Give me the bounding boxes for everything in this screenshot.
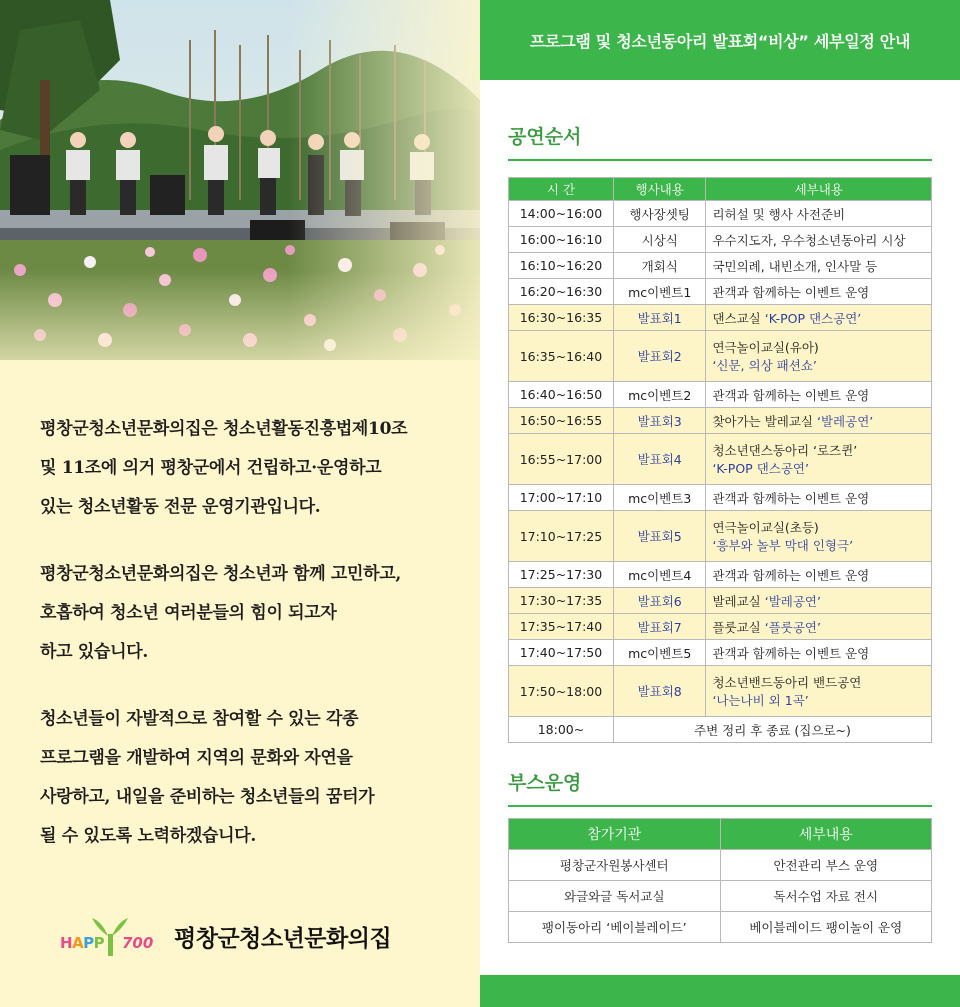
detail-cell <box>706 666 932 717</box>
event-cell: 발표회7 <box>613 614 706 640</box>
table-row <box>509 227 932 253</box>
booth-header-row <box>509 819 932 850</box>
time-cell: 17:10~17:25 <box>509 511 614 562</box>
booth-body <box>509 850 932 943</box>
detail-cell <box>706 279 932 305</box>
detail-quote: ‘발레공연’ <box>764 593 821 609</box>
event-cell: 발표회6 <box>613 588 706 614</box>
detail-text: 우수지도자, 우수청소년동아리 시상 <box>712 232 906 248</box>
schedule-divider <box>508 159 932 161</box>
schedule-body <box>509 201 932 743</box>
org-cell: 평창군자원봉사센터 <box>509 850 721 881</box>
time-cell: 17:40~17:50 <box>509 640 614 666</box>
detail-text: 리허설 및 행사 사전준비 <box>712 206 846 222</box>
concert-photo <box>0 0 480 360</box>
column-header-event: 행사내용 <box>613 178 706 201</box>
time-cell: 17:35~17:40 <box>509 614 614 640</box>
event-cell: mc이벤트3 <box>613 485 706 511</box>
intro-text <box>40 410 460 884</box>
detail-text: 관객과 함께하는 이벤트 운영 <box>712 645 870 661</box>
intro-paragraph-3: 청소년들이 자발적으로 참여할 수 있는 각종 프로그램을 개발하여 지역의 문화와 자연을 사랑하고, 내일을 준비하는 청소년들의 꿈터가 될 수 있도록 노력하겠습니다. <box>40 709 375 846</box>
time-cell: 16:50~16:55 <box>509 408 614 434</box>
detail-cell <box>706 408 932 434</box>
happy700-logo-icon <box>58 912 158 960</box>
table-row <box>509 382 932 408</box>
detail-cell <box>706 253 932 279</box>
logo-700-text: 700 <box>122 934 154 952</box>
table-row <box>509 253 932 279</box>
time-cell: 16:30~16:35 <box>509 305 614 331</box>
detail-cell <box>706 382 932 408</box>
table-row <box>509 201 932 227</box>
event-cell: 행사장셋팅 <box>613 201 706 227</box>
table-row <box>509 881 932 912</box>
detail-cell <box>706 562 932 588</box>
detail-text: 국민의례, 내빈소개, 인사말 등 <box>712 258 878 274</box>
detail-text: 청소년밴드동아리 밴드공연 <box>712 675 862 690</box>
detail-text: 관객과 함께하는 이벤트 운영 <box>712 284 870 300</box>
detail-text: 플룻교실 <box>712 619 765 635</box>
intro-paragraph-1: 평창군청소년문화의집은 청소년활동진흥법제10조 및 11조에 의거 평창군에서 건립하고·운영하고 있는 청소년활동 전문 운영기관입니다. <box>40 419 408 517</box>
booth-detail-cell: 독서수업 자료 전시 <box>720 881 932 912</box>
column-header-booth-detail: 세부내용 <box>720 819 932 850</box>
table-row <box>509 666 932 717</box>
table-row <box>509 408 932 434</box>
time-cell: 18:00~ <box>509 717 614 743</box>
detail-quote: ‘발레공연’ <box>817 413 874 429</box>
time-cell: 16:00~16:10 <box>509 227 614 253</box>
table-row <box>509 912 932 943</box>
detail-cell <box>706 434 932 485</box>
table-row <box>509 331 932 382</box>
detail-text: 댄스교실 <box>712 310 765 326</box>
detail-text: 청소년댄스동아리 ‘로즈퀸’ <box>712 443 858 458</box>
detail-text: 연극놀이교실(유아) <box>712 340 819 355</box>
time-cell: 14:00~16:00 <box>509 201 614 227</box>
detail-quote: ‘K-POP 댄스공연’ <box>712 461 809 476</box>
detail-quote: ‘K-POP 댄스공연’ <box>764 310 862 326</box>
table-row <box>509 511 932 562</box>
detail-cell <box>706 227 932 253</box>
booth-section-title: 부스운영 <box>508 772 582 794</box>
table-row <box>509 305 932 331</box>
org-logo <box>58 912 391 960</box>
detail-cell <box>706 614 932 640</box>
time-cell: 16:20~16:30 <box>509 279 614 305</box>
event-cell: 발표회3 <box>613 408 706 434</box>
detail-cell <box>706 201 932 227</box>
time-cell: 17:25~17:30 <box>509 562 614 588</box>
schedule-section-title: 공연순서 <box>508 126 582 148</box>
footer-bar <box>480 975 960 1007</box>
booth-detail-cell: 베이블레이드 팽이놀이 운영 <box>720 912 932 943</box>
logo-happy-text: HAPP <box>60 934 105 952</box>
time-cell: 16:10~16:20 <box>509 253 614 279</box>
org-name: 평창군청소년문화의집 <box>174 925 392 952</box>
schedule-panel <box>480 0 960 1007</box>
table-row <box>509 279 932 305</box>
table-row <box>509 850 932 881</box>
event-cell: 발표회1 <box>613 305 706 331</box>
table-row <box>509 562 932 588</box>
time-cell: 17:00~17:10 <box>509 485 614 511</box>
detail-cell <box>706 485 932 511</box>
detail-quote: ‘신문, 의상 패션쇼’ <box>712 358 817 373</box>
column-header-detail: 세부내용 <box>706 178 932 201</box>
event-cell: 발표회2 <box>613 331 706 382</box>
detail-text: 연극놀이교실(초등) <box>712 520 819 535</box>
detail-text: 발레교실 <box>712 593 765 609</box>
table-row <box>509 485 932 511</box>
event-cell: 시상식 <box>613 227 706 253</box>
event-cell: 발표회4 <box>613 434 706 485</box>
booth-table <box>508 818 932 943</box>
page-title: 프로그램 및 청소년동아리 발표회“비상” 세부일정 안내 <box>480 0 960 80</box>
schedule-header-row <box>509 178 932 201</box>
detail-cell <box>706 331 932 382</box>
table-row <box>509 614 932 640</box>
time-cell: 17:30~17:35 <box>509 588 614 614</box>
org-cell: 와글와글 독서교실 <box>509 881 721 912</box>
table-row <box>509 588 932 614</box>
table-row <box>509 717 932 743</box>
booth-divider <box>508 805 932 807</box>
event-cell: mc이벤트1 <box>613 279 706 305</box>
event-cell: 발표회5 <box>613 511 706 562</box>
booth-detail-cell: 안전관리 부스 운영 <box>720 850 932 881</box>
detail-text: 찾아가는 발레교실 <box>712 413 817 429</box>
table-row <box>509 434 932 485</box>
event-cell: mc이벤트4 <box>613 562 706 588</box>
column-header-time: 시 간 <box>509 178 614 201</box>
event-cell: 개회식 <box>613 253 706 279</box>
detail-text: 관객과 함께하는 이벤트 운영 <box>712 567 870 583</box>
detail-text: 관객과 함께하는 이벤트 운영 <box>712 490 870 506</box>
event-cell: mc이벤트5 <box>613 640 706 666</box>
detail-cell <box>706 588 932 614</box>
detail-quote: ‘플룻공연’ <box>764 619 821 635</box>
schedule-table <box>508 177 932 743</box>
detail-cell <box>706 511 932 562</box>
intro-paragraph-2: 평창군청소년문화의집은 청소년과 함께 고민하고, 호흡하여 청소년 여러분들의 힘이 되고자 하고 있습니다. <box>40 564 402 662</box>
detail-cell <box>706 305 932 331</box>
detail-quote: ‘흥부와 놀부 막대 인형극’ <box>712 538 854 553</box>
detail-quote: ‘나는나비 외 1곡’ <box>712 693 809 708</box>
org-cell: 팽이동아리 ‘베이블레이드’ <box>509 912 721 943</box>
detail-text: 관객과 함께하는 이벤트 운영 <box>712 387 870 403</box>
time-cell: 16:55~17:00 <box>509 434 614 485</box>
event-cell: 발표회8 <box>613 666 706 717</box>
time-cell: 17:50~18:00 <box>509 666 614 717</box>
event-cell: mc이벤트2 <box>613 382 706 408</box>
event-cell: 주변 정리 후 종료 (집으로~) <box>613 717 931 743</box>
column-header-org: 참가기관 <box>509 819 721 850</box>
detail-cell <box>706 640 932 666</box>
table-row <box>509 640 932 666</box>
time-cell: 16:35~16:40 <box>509 331 614 382</box>
time-cell: 16:40~16:50 <box>509 382 614 408</box>
